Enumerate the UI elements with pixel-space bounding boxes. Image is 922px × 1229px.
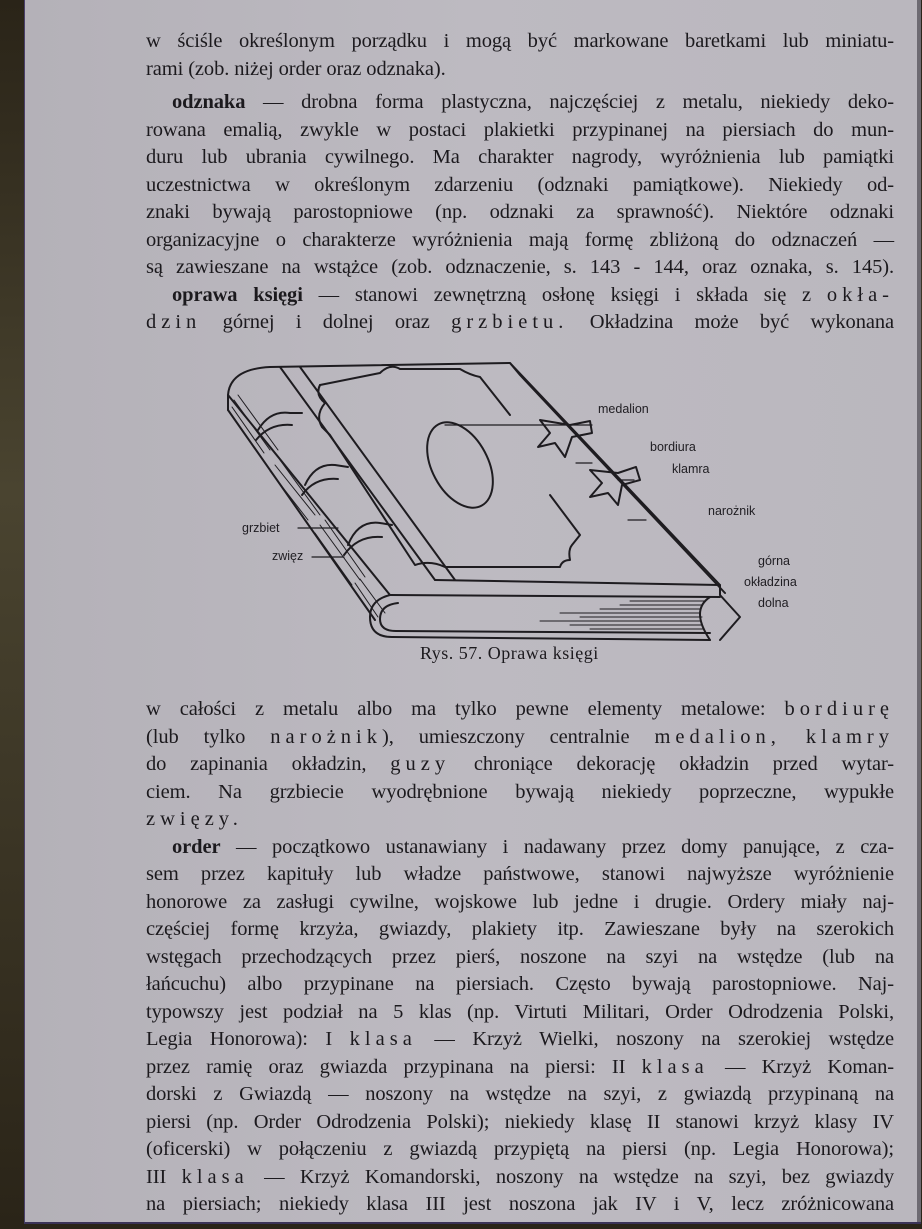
text-line: organizacyjne o charakterze wyróżnienia mają formę zbliżoną do odznaczeń — (146, 228, 894, 251)
entry-text: — Krzyż Komandorski, noszony na wstędze na szyi, bez gwiazdy (248, 1165, 894, 1188)
text-line: dorski z Gwiazdą — noszony na wstędze na szyi, z gwiazdą przypinaną na (146, 1083, 894, 1105)
text-line: (oficerski) w połączeniu z gwiazdą przypiętą na piersi (np. Legia Honorowa); (146, 1138, 894, 1160)
dash: — (302, 283, 355, 306)
spaced-term: grzbietu. (451, 311, 569, 333)
spaced-term: zwięzy. (146, 808, 243, 830)
spaced-term: klamry (805, 725, 894, 748)
entry-text: chroniące dekorację okładzin przed wytar- (450, 753, 895, 775)
entry-text: przez ramię oraz gwiazda przypinana na piersi: II (146, 1055, 642, 1078)
spaced-term: klasa (181, 1165, 249, 1188)
book-binding-illustration (220, 355, 820, 645)
text-line: znaki bywają parostopniowe (np. odznaki za sprawność). Niektóre odznaki (146, 201, 894, 223)
entry-text: górnej i dolnej oraz (201, 311, 452, 333)
entry-text: drobna forma plastyczna, najczęściej z metalu, niekiedy deko- (301, 91, 895, 113)
spaced-term: dzin (146, 311, 202, 333)
text-line: na piersiach; niekiedy klasa III jest noszona jak IV i V, lecz zróżnicowana (146, 1193, 894, 1215)
text-block-top (146, 28, 894, 337)
spaced-term: klasa (349, 1028, 417, 1050)
label-dolna: dolna (758, 596, 789, 610)
entry-text: Legia Honorowa): I (146, 1028, 350, 1050)
entry-text: Okładzina może być wykonana (568, 311, 895, 333)
entry-text: III (146, 1165, 182, 1188)
label-klamra: klamra (672, 462, 710, 476)
entry-text: początkowo ustanawiany i nadawany przez domy panujące, z cza- (272, 835, 894, 858)
entry-oprawa-cont-line (146, 696, 894, 724)
entry-text: — Krzyż Koman- (708, 1055, 894, 1078)
text-line: uczestnictwa w określonym zdarzeniu (odznaki pamiątkowe). Niekiedy od- (146, 173, 894, 196)
entry-order-line (146, 1164, 894, 1192)
entry-oprawa-second-line (146, 309, 894, 337)
entry-text: ), umieszczony centralnie (382, 725, 655, 748)
text-block-bottom (146, 696, 894, 1219)
spaced-term: guzy (390, 753, 451, 775)
entry-text: — Krzyż Wielki, noszony na szerokiej wstędze (416, 1028, 894, 1050)
text-line: są zawieszane na wstążce (zob. odznaczenie, s. 143 - 144, oraz oznaka, s. 145). (146, 256, 894, 278)
spaced-term: bordiurę (784, 698, 894, 720)
text-line: łańcuchu) albo przypinane na piersiach. Często bywają parostopniowe. Naj- (146, 973, 894, 995)
figure-caption: Rys. 57. Oprawa księgi (420, 643, 599, 663)
text-line: wstęgach przechodzących przez pierś, noszone na szyi na wstędze (lub na (146, 945, 894, 968)
entry-oprawa-cont-line (146, 806, 894, 834)
figure-book-binding (220, 355, 820, 675)
spaced-term: klasa (641, 1055, 709, 1078)
text-line: sem przez kapituły lub władze państwowe, stanowi najwyższe wyróżnienie (146, 863, 894, 885)
label-bordiura: bordiura (650, 440, 696, 454)
text-line: duru lub ubrania cywilnego. Ma charakter nagrody, wyróżnienia lub pamiątki (146, 146, 894, 168)
label-grzbiet: grzbiet (242, 521, 280, 535)
label-okladzina: okładzina (744, 575, 797, 589)
text-line: piersi (np. Order Odrodzenia Polski); niekiedy klasę II stanowi krzyż klasy IV (146, 1110, 894, 1133)
term-oprawa-ksiegi: oprawa księgi (172, 283, 303, 306)
dash: — (245, 91, 302, 113)
spaced-term: okła- (826, 283, 894, 306)
entry-oprawa-cont-line (146, 724, 894, 752)
text-line: ciem. Na grzbiecie wyodrębnione bywają niekiedy poprzeczne, wypukłe (146, 780, 894, 803)
text-line: rowana emalią, zwykle w postaci plakietki przypinanej na piersiach do mun- (146, 118, 894, 141)
text-line: typowszy jest podział na 5 klas (np. Virtuti Militari, Order Odrodzenia Polski, (146, 1000, 894, 1023)
spaced-term: narożnik (270, 725, 382, 748)
entry-text: (lub tylko (146, 725, 271, 748)
entry-order-line (146, 1054, 894, 1082)
term-order: order (172, 835, 221, 858)
label-gorna: górna (758, 554, 790, 568)
dash: — (220, 835, 273, 858)
label-medalion: medalion (598, 402, 649, 416)
label-naroznik: narożnik (708, 504, 756, 518)
entry-order-line (146, 1026, 894, 1054)
entry-odznaka-first-line (146, 89, 894, 117)
text-line: częściej formę krzyża, gwiazdy, plakiety itp. Zawieszane były na szerokich (146, 918, 894, 940)
entry-oprawa-first-line (146, 282, 894, 310)
entry-text: w całości z metalu albo ma tylko pewne elementy metalowe: (146, 698, 785, 720)
spaced-term: medalion, (654, 725, 781, 748)
term-odznaka: odznaka (172, 91, 246, 113)
entry-oprawa-cont-line (146, 751, 894, 779)
page-edge-shadow (917, 0, 921, 1222)
label-zwiez: zwięz (272, 549, 304, 563)
entry-text: do zapinania okładzin, (146, 753, 391, 775)
text-line: honorowe za zasługi cywilne, wojskowe lub jedne i drugie. Ordery miały naj- (146, 890, 894, 913)
text-line: w ściśle określonym porządku i mogą być markowane baretkami lub miniatu- (146, 30, 894, 52)
text-line: rami (zob. niżej order oraz odznaka). (146, 57, 446, 80)
entry-text: stanowi zewnętrzną osłonę księgi i składa się z (354, 283, 827, 306)
entry-order-first-line (146, 834, 894, 862)
